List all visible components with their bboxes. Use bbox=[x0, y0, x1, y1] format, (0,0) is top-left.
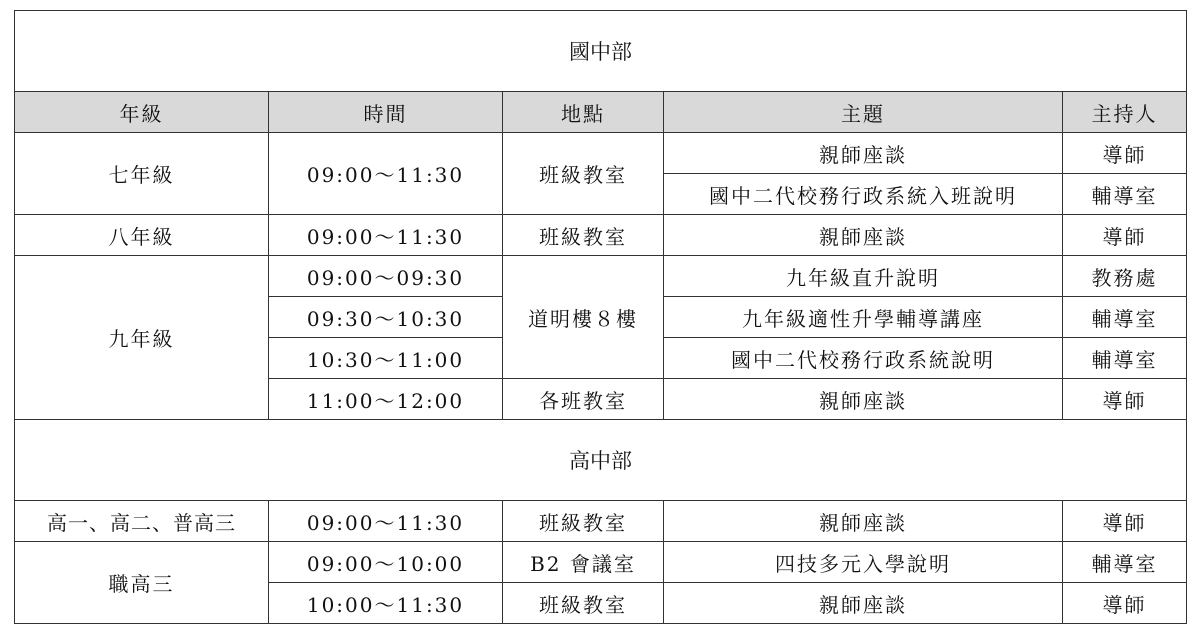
host-cell: 導師 bbox=[1063, 583, 1187, 624]
table-row bbox=[15, 542, 1187, 583]
host-cell: 導師 bbox=[1063, 501, 1187, 542]
time-cell: 09:00～11:30 bbox=[269, 215, 503, 256]
host-cell: 導師 bbox=[1063, 379, 1187, 420]
time-cell: 11:00～12:00 bbox=[269, 379, 503, 420]
grade-cell: 七年級 bbox=[15, 133, 269, 215]
place-cell: 班級教室 bbox=[503, 215, 664, 256]
host-cell: 輔導室 bbox=[1063, 297, 1187, 338]
place-cell: 班級教室 bbox=[503, 501, 664, 542]
header-time: 時間 bbox=[269, 92, 503, 133]
place-cell: B2 會議室 bbox=[503, 542, 664, 583]
topic-cell: 親師座談 bbox=[664, 215, 1063, 256]
topic-cell: 親師座談 bbox=[664, 501, 1063, 542]
topic-cell: 國中二代校務行政系統入班說明 bbox=[664, 174, 1063, 215]
table-row bbox=[15, 215, 1187, 256]
host-cell: 輔導室 bbox=[1063, 542, 1187, 583]
time-cell: 10:30～11:00 bbox=[269, 338, 503, 379]
table-row bbox=[15, 133, 1187, 174]
time-cell: 10:00～11:30 bbox=[269, 583, 503, 624]
place-cell: 班級教室 bbox=[503, 133, 664, 215]
topic-cell: 四技多元入學說明 bbox=[664, 542, 1063, 583]
schedule-table bbox=[14, 10, 1187, 624]
host-cell: 教務處 bbox=[1063, 256, 1187, 297]
topic-cell: 親師座談 bbox=[664, 133, 1063, 174]
place-cell: 班級教室 bbox=[503, 583, 664, 624]
section-title-junior: 國中部 bbox=[15, 11, 1187, 92]
section-title-senior: 高中部 bbox=[15, 420, 1187, 501]
header-host: 主持人 bbox=[1063, 92, 1187, 133]
topic-cell: 親師座談 bbox=[664, 583, 1063, 624]
section-row-senior bbox=[15, 420, 1187, 501]
host-cell: 導師 bbox=[1063, 215, 1187, 256]
topic-cell: 九年級適性升學輔導講座 bbox=[664, 297, 1063, 338]
grade-cell: 職高三 bbox=[15, 542, 269, 624]
time-cell: 09:00～09:30 bbox=[269, 256, 503, 297]
header-topic: 主題 bbox=[664, 92, 1063, 133]
header-grade: 年級 bbox=[15, 92, 269, 133]
table-row bbox=[15, 501, 1187, 542]
time-cell: 09:00～11:30 bbox=[269, 133, 503, 215]
place-cell: 各班教室 bbox=[503, 379, 664, 420]
place-cell: 道明樓８樓 bbox=[503, 256, 664, 379]
section-row-junior bbox=[15, 11, 1187, 92]
topic-cell: 九年級直升說明 bbox=[664, 256, 1063, 297]
time-cell: 09:00～11:30 bbox=[269, 501, 503, 542]
topic-cell: 國中二代校務行政系統說明 bbox=[664, 338, 1063, 379]
host-cell: 輔導室 bbox=[1063, 174, 1187, 215]
header-place: 地點 bbox=[503, 92, 664, 133]
time-cell: 09:30～10:30 bbox=[269, 297, 503, 338]
host-cell: 導師 bbox=[1063, 133, 1187, 174]
header-row bbox=[15, 92, 1187, 133]
table-row bbox=[15, 256, 1187, 297]
grade-cell: 高一、高二、普高三 bbox=[15, 501, 269, 542]
host-cell: 輔導室 bbox=[1063, 338, 1187, 379]
grade-cell: 八年級 bbox=[15, 215, 269, 256]
topic-cell: 親師座談 bbox=[664, 379, 1063, 420]
time-cell: 09:00～10:00 bbox=[269, 542, 503, 583]
grade-cell: 九年級 bbox=[15, 256, 269, 420]
